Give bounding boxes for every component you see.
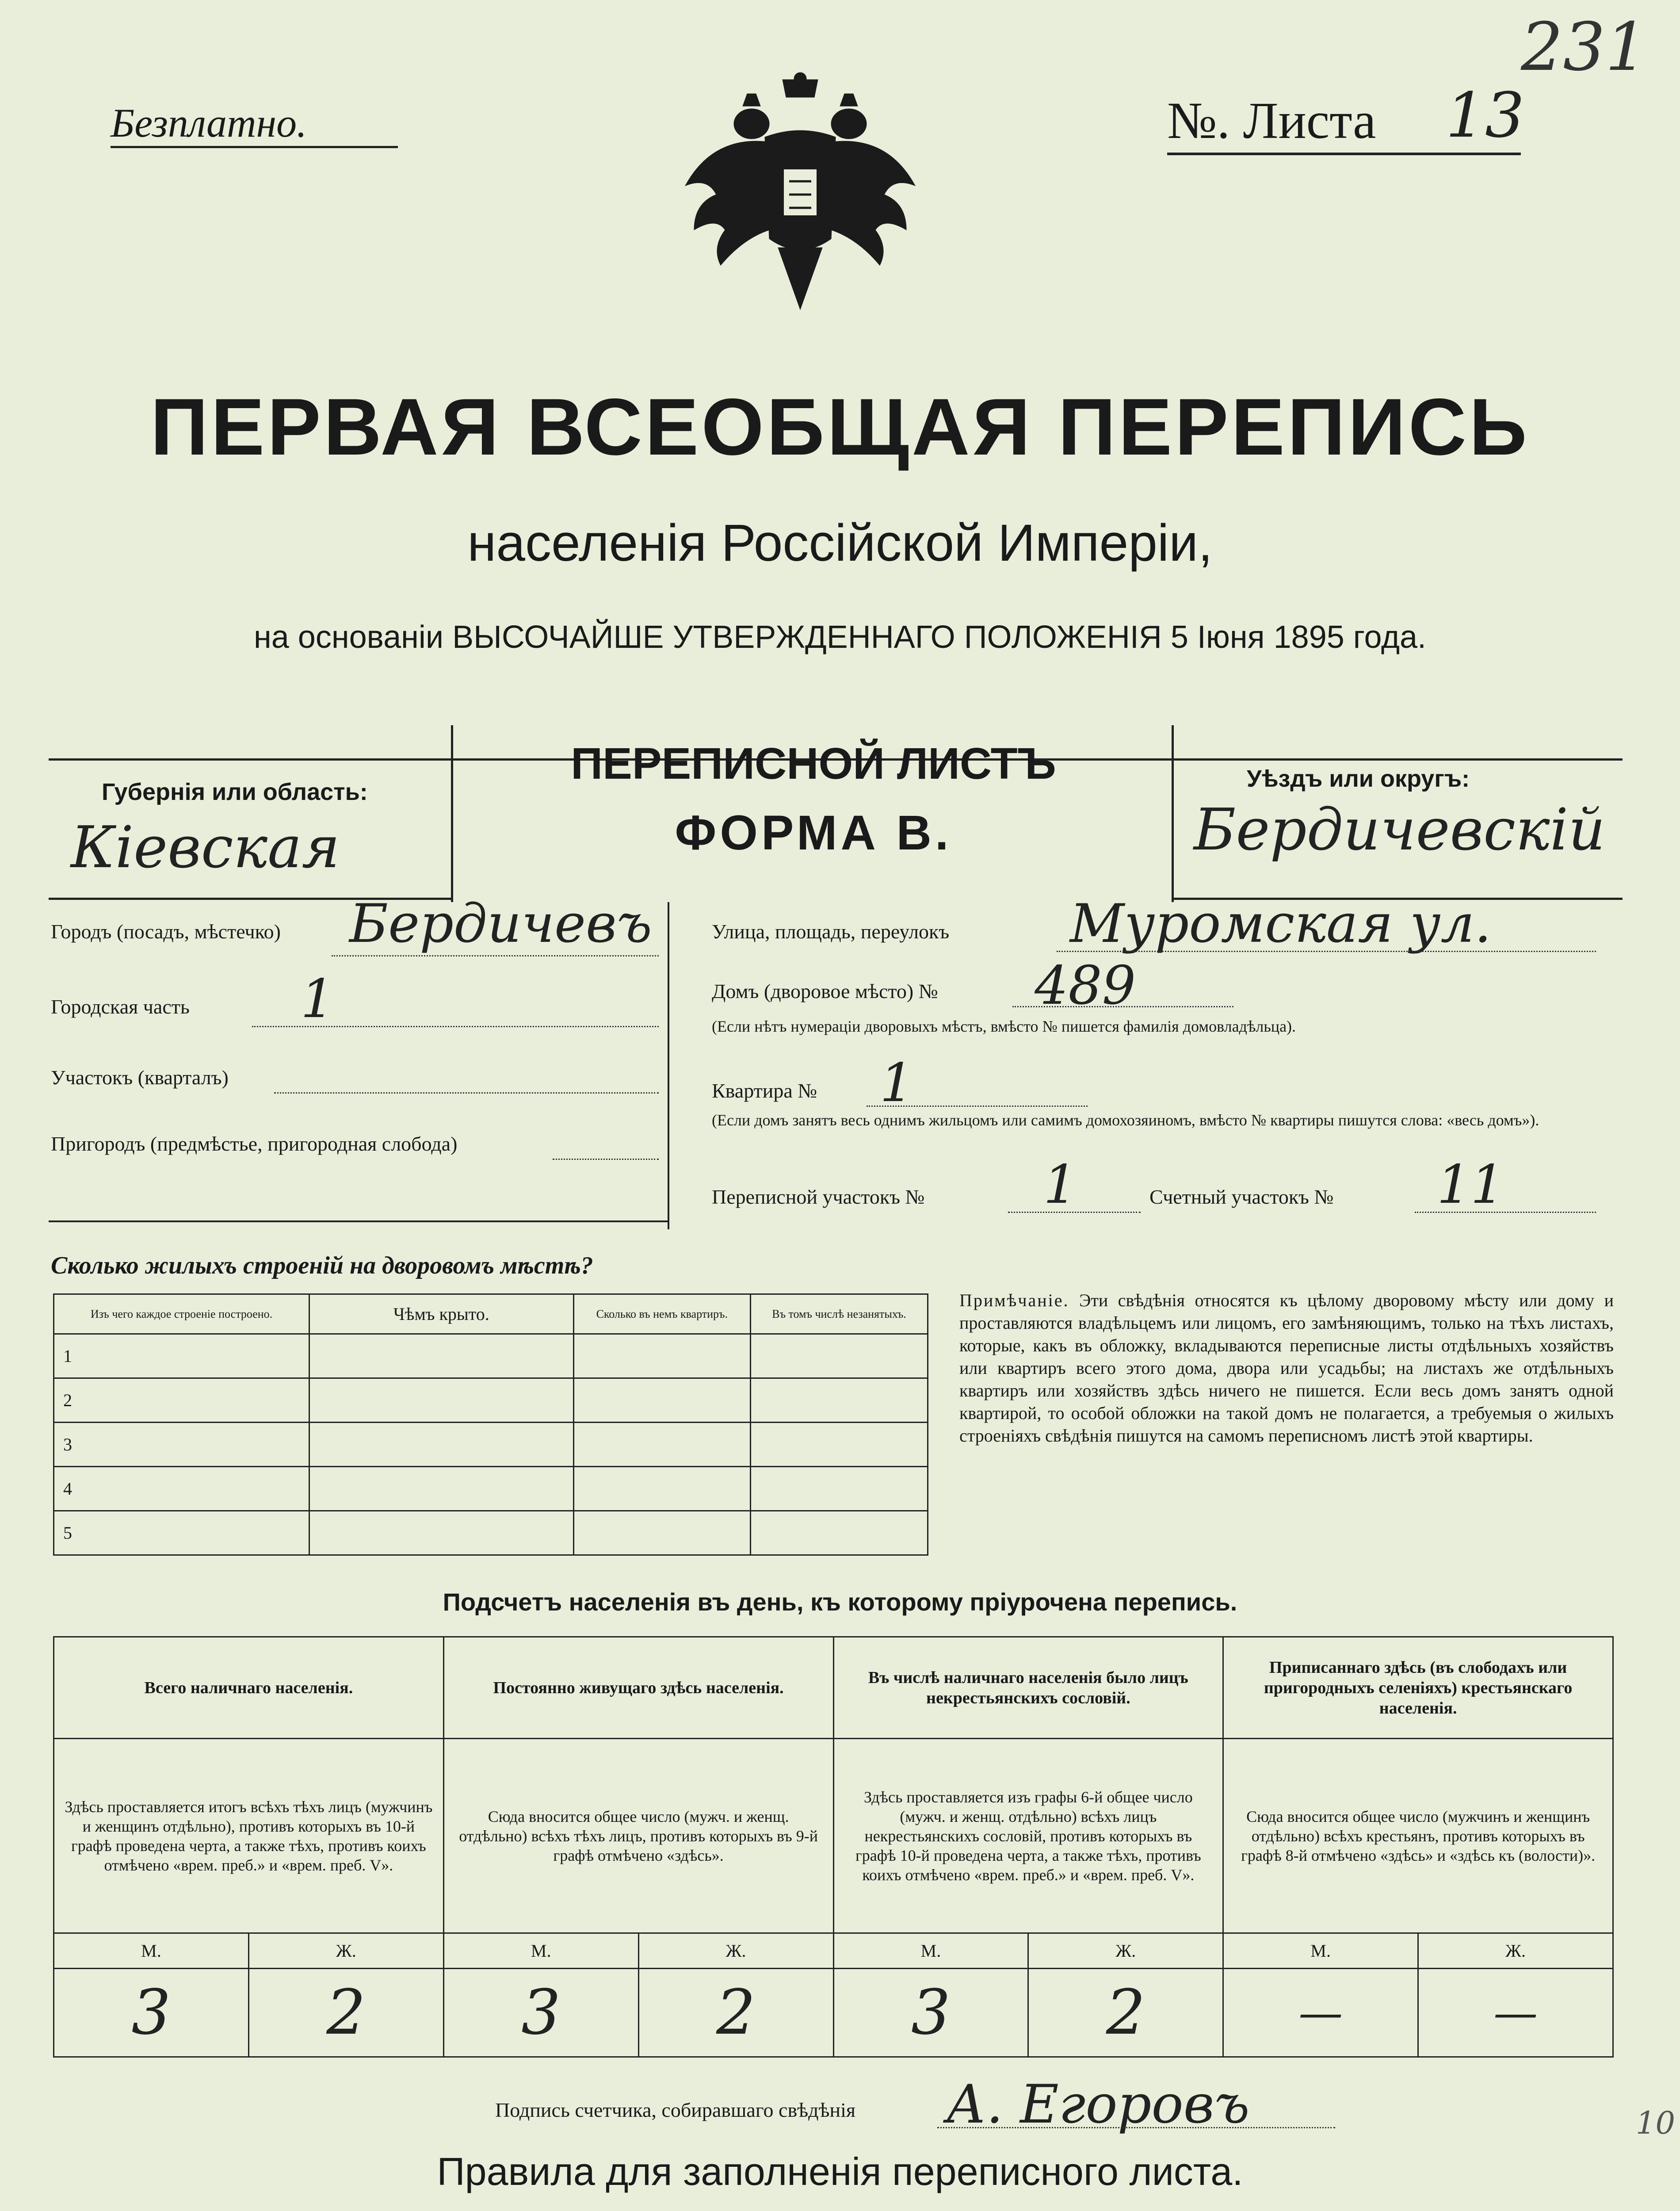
count-m-label: М. bbox=[54, 1933, 249, 1969]
buildings-col-vacant: Въ томъ числѣ незанятыхъ. bbox=[751, 1294, 928, 1334]
free-underline bbox=[111, 146, 398, 148]
address-bottom-rule bbox=[49, 1220, 668, 1222]
buildings-row-num: 1 bbox=[54, 1334, 309, 1378]
count-nonpeasant-female: 2 bbox=[1028, 1969, 1223, 2057]
street-line bbox=[1057, 951, 1596, 952]
buildings-row-num: 3 bbox=[54, 1423, 309, 1467]
basis-line: на основаніи ВЫСОЧАЙШЕ УТВЕРЖДЕННАГО ПОЛОЖЕНІЯ 5 Іюня 1895 года. bbox=[253, 620, 1426, 655]
sheet-title: ПЕРЕПИСНОЙ ЛИСТЪ bbox=[571, 739, 1056, 788]
district-label: Уѣздъ или округъ: bbox=[1247, 765, 1470, 792]
address-divider bbox=[668, 902, 669, 1229]
buildings-row-num: 2 bbox=[54, 1378, 309, 1423]
city-label: Городъ (посадъ, мѣстечко) bbox=[51, 920, 281, 943]
corner-page-number: 10 bbox=[1636, 2105, 1676, 2141]
apartment-label: Квартира № bbox=[712, 1079, 817, 1102]
count-f-label: Ж. bbox=[1418, 1933, 1613, 1969]
count-m-label: М. bbox=[443, 1933, 638, 1969]
count-title: Подсчетъ населенія въ день, къ которому пріурочена перепись. bbox=[443, 1588, 1237, 1616]
city-line bbox=[332, 955, 659, 956]
district-value: Бердичевскій bbox=[1194, 796, 1606, 863]
suburb-label: Пригородъ (предмѣстье, пригородная слобода) bbox=[51, 1132, 458, 1155]
count-area-value: 11 bbox=[1437, 1154, 1504, 1216]
count-desc-peasant: Сюда вносится общее число (мужчинъ и женщинъ отдѣльно) всѣхъ крестьянъ, противъ которыхъ въ графѣ 8-й отмѣчено «здѣсь» и «здѣсь къ (волости)». bbox=[1223, 1739, 1613, 1933]
signature-line bbox=[937, 2127, 1335, 2128]
signature-label: Подпись счетчика, собиравшаго свѣдѣнія bbox=[495, 2099, 856, 2121]
note-text: Эти свѣдѣнія относятся къ цѣлому дворовому мѣсту или дому и проставляются владѣльцемъ или лицомъ, его замѣняющимъ, только на тѣхъ листахъ, которые, какъ въ обложку, вкладываются переписные листы отдѣльныхъ хозяйствъ или квартиръ всего этого дома, двора или усадьбы; на листахъ же отдѣльныхъ квартиръ или хозяйствъ здѣсь ничего не пишется. Если весь домъ занятъ одной квартирой, то особой обложки на такой домъ не полагается, а требуемыя о жилыхъ строеніяхъ свѣдѣнія пишутся на самомъ переписномъ листѣ этой квартиры. bbox=[959, 1290, 1614, 1446]
house-line bbox=[1012, 1006, 1233, 1007]
count-area-label: Счетный участокъ № bbox=[1149, 1186, 1334, 1208]
sheet-number-underline bbox=[1167, 153, 1521, 155]
count-permanent-female: 2 bbox=[638, 1969, 833, 2057]
city-part-value: 1 bbox=[301, 968, 335, 1030]
count-f-label: Ж. bbox=[248, 1933, 443, 1969]
buildings-table bbox=[53, 1293, 928, 1556]
sheet-number-label: №. Листа bbox=[1167, 92, 1376, 149]
census-area-line bbox=[1008, 1212, 1141, 1213]
apartment-value: 1 bbox=[880, 1052, 914, 1114]
count-nonpeasant-male: 3 bbox=[833, 1969, 1028, 2057]
free-label: Безплатно. bbox=[111, 100, 307, 145]
buildings-note bbox=[959, 1289, 1614, 1447]
census-area-label: Переписной участокъ № bbox=[712, 1186, 925, 1208]
count-f-label: Ж. bbox=[1028, 1933, 1223, 1969]
count-f-label: Ж. bbox=[638, 1933, 833, 1969]
buildings-col-apartments: Сколько въ немъ квартиръ. bbox=[573, 1294, 751, 1334]
province-label: Губернія или область: bbox=[102, 779, 368, 805]
sheet-number-value: 13 bbox=[1446, 80, 1525, 152]
count-col-peasant: Приписаннаго здѣсь (въ слободахъ или пригородныхъ селеніяхъ) крестьянскаго населенія. bbox=[1223, 1637, 1613, 1739]
count-area-line bbox=[1415, 1212, 1596, 1213]
block-label: Участокъ (кварталъ) bbox=[51, 1066, 229, 1089]
signature-value: А. Егоровъ bbox=[946, 2074, 1250, 2135]
buildings-col-material: Изъ чего каждое строеніе построено. bbox=[54, 1294, 309, 1334]
rules-title: Правила для заполненія переписного листа. bbox=[437, 2150, 1243, 2193]
count-present-female: 2 bbox=[248, 1969, 443, 2057]
count-col-nonpeasant: Въ числѣ наличнаго населенія было лицъ некрестьянскихъ сословій. bbox=[833, 1637, 1223, 1739]
city-part-line bbox=[252, 1026, 659, 1027]
main-title: ПЕРВАЯ ВСЕОБЩАЯ ПЕРЕПИСЬ bbox=[150, 382, 1530, 472]
count-desc-nonpeasant: Здѣсь проставляется изъ графы 6-й общее число (мужч. и женщ. отдѣльно) всѣхъ лицъ некрестьянскихъ сословій, противъ которыхъ въ графѣ 10-й проведена черта, а также тѣхъ, противъ коихъ отмѣчено «врем. преб.» и «врем. преб. V». bbox=[833, 1739, 1223, 1933]
district-box-left bbox=[1172, 725, 1174, 902]
block-line bbox=[274, 1092, 659, 1094]
note-label: Примѣчаніе. bbox=[959, 1290, 1069, 1310]
buildings-row-num: 5 bbox=[54, 1511, 309, 1555]
suburb-line bbox=[553, 1159, 659, 1160]
subtitle: населенія Россійской Имперіи, bbox=[467, 514, 1213, 572]
street-value: Муромская ул. bbox=[1070, 893, 1492, 955]
count-peasant-female: — bbox=[1418, 1969, 1613, 2057]
count-m-label: М. bbox=[1223, 1933, 1418, 1969]
count-present-male: 3 bbox=[54, 1969, 249, 2057]
count-col-present: Всего наличнаго населенія. bbox=[54, 1637, 444, 1739]
census-area-value: 1 bbox=[1043, 1154, 1077, 1216]
form-label: ФОРМА В. bbox=[675, 806, 952, 860]
province-box-right bbox=[451, 725, 453, 902]
buildings-row-num: 4 bbox=[54, 1467, 309, 1511]
count-col-permanent: Постоянно живущаго здѣсь населенія. bbox=[443, 1637, 833, 1739]
count-m-label: М. bbox=[833, 1933, 1028, 1969]
apartment-line bbox=[867, 1106, 1088, 1107]
house-label: Домъ (дворовое мѣсто) № bbox=[712, 980, 938, 1002]
count-permanent-male: 3 bbox=[443, 1969, 638, 2057]
count-table bbox=[53, 1636, 1614, 2058]
city-value: Бердичевъ bbox=[349, 893, 652, 955]
buildings-question: Сколько жилыхъ строеній на дворовомъ мѣстѣ? bbox=[51, 1252, 593, 1279]
archive-number: 231 bbox=[1521, 9, 1648, 86]
apartment-note: (Если домъ занятъ весь однимъ жильцомъ или самимъ домохозяиномъ, вмѣсто № квартиры пишутся слова: «весь домъ»). bbox=[712, 1111, 1539, 1129]
house-note: (Если нѣтъ нумераціи дворовыхъ мѣстъ, вмѣсто № пишется фамилія домовладѣльца). bbox=[712, 1018, 1296, 1035]
imperial-eagle-emblem bbox=[676, 71, 924, 327]
province-value: Кіевская bbox=[71, 814, 340, 881]
count-desc-permanent: Сюда вносится общее число (мужч. и женщ. отдѣльно) всѣхъ тѣхъ лицъ, противъ которыхъ въ 9-й графѣ отмѣчено «здѣсь». bbox=[443, 1739, 833, 1933]
buildings-col-roof: Чѣмъ крыто. bbox=[309, 1294, 573, 1334]
count-peasant-male: — bbox=[1223, 1969, 1418, 2057]
count-desc-present: Здѣсь проставляется итогъ всѣхъ тѣхъ лицъ (мужчинъ и женщинъ отдѣльно), противъ которыхъ въ 10-й графѣ проведена черта, а также тѣхъ, противъ коихъ отмѣчено «врем. преб.» и «врем. преб. V». bbox=[54, 1739, 444, 1933]
house-value: 489 bbox=[1035, 955, 1136, 1017]
street-label: Улица, площадь, переулокъ bbox=[712, 920, 950, 943]
city-part-label: Городская часть bbox=[51, 995, 190, 1018]
